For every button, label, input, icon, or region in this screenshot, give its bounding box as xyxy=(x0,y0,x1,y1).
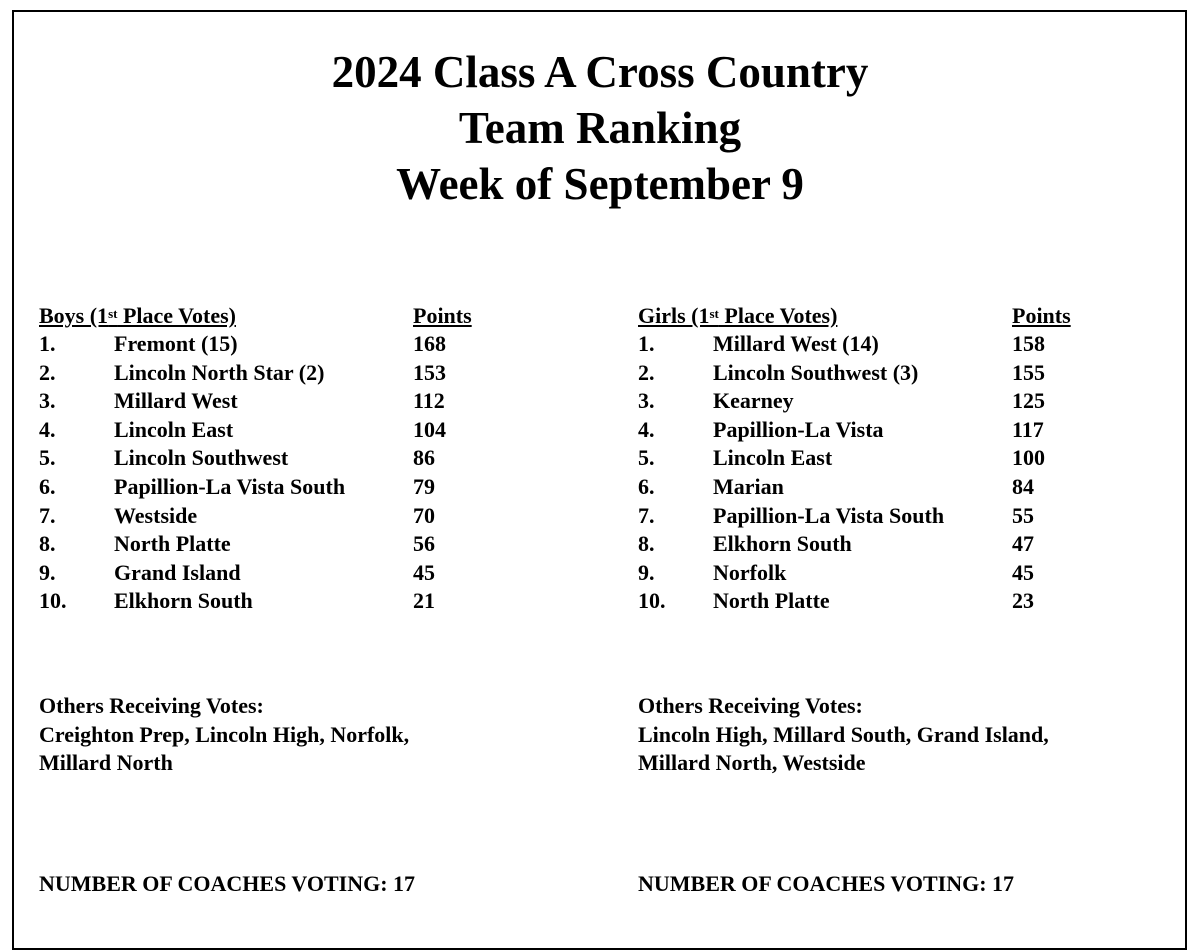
team-cell: Norfolk xyxy=(713,559,787,585)
rank-cell: 6. xyxy=(39,473,56,499)
rank-cell: 1. xyxy=(638,331,655,356)
boys-others-receiving-votes xyxy=(39,692,559,778)
points-cell: 158 xyxy=(1012,331,1045,356)
points-cell: 45 xyxy=(413,559,435,585)
rank-cell: 2. xyxy=(39,359,56,385)
girls-others-line-1: Lincoln High, Millard South, Grand Island, xyxy=(638,721,1049,747)
rank-cell: 7. xyxy=(638,502,655,528)
boys-others-line-2: Millard North xyxy=(39,750,173,776)
rank-cell: 10. xyxy=(638,588,666,614)
rank-cell: 9. xyxy=(638,559,655,585)
girls-points-header: Points xyxy=(1012,303,1071,328)
title-line-3: Week of September 9 xyxy=(396,159,804,209)
girls-others-label: Others Receiving Votes: xyxy=(638,693,863,718)
boys-others-label: Others Receiving Votes: xyxy=(39,693,264,718)
rank-cell: 1. xyxy=(39,331,56,356)
points-cell: 153 xyxy=(413,359,446,385)
points-cell: 21 xyxy=(413,588,435,614)
points-cell: 45 xyxy=(1012,559,1034,585)
rank-cell: 6. xyxy=(638,473,655,499)
team-cell: Lincoln North Star (2) xyxy=(114,359,325,385)
team-cell: Grand Island xyxy=(114,559,241,585)
rank-cell: 3. xyxy=(638,388,655,414)
rank-cell: 10. xyxy=(39,588,67,614)
points-cell: 70 xyxy=(413,502,435,528)
team-cell: Lincoln Southwest xyxy=(114,445,289,471)
boys-header-suffix: Place Votes) xyxy=(117,303,236,328)
team-cell: Westside xyxy=(114,502,198,528)
team-cell: Lincoln East xyxy=(114,416,234,442)
team-cell: Marian xyxy=(713,473,784,499)
team-cell: Papillion-La Vista South xyxy=(713,502,945,528)
points-cell: 117 xyxy=(1012,416,1044,442)
girls-others-line-2: Millard North, Westside xyxy=(638,750,866,776)
boys-others-line-1: Creighton Prep, Lincoln High, Norfolk, xyxy=(39,721,410,747)
points-cell: 100 xyxy=(1012,445,1045,471)
rank-cell: 4. xyxy=(638,416,655,442)
points-cell: 112 xyxy=(413,388,445,414)
title-line-2: Team Ranking xyxy=(458,103,742,153)
points-cell: 47 xyxy=(1012,531,1034,557)
rank-cell: 8. xyxy=(39,531,56,557)
points-cell: 125 xyxy=(1012,388,1045,414)
rank-cell: 9. xyxy=(39,559,56,585)
team-cell: Kearney xyxy=(713,388,794,414)
boys-header-prefix: Boys (1 xyxy=(39,303,109,328)
rank-cell: 5. xyxy=(39,445,56,471)
team-cell: Lincoln Southwest (3) xyxy=(713,359,919,385)
boys-header-sup: st xyxy=(108,306,118,321)
points-cell: 86 xyxy=(413,445,435,471)
boys-header-label xyxy=(39,302,236,330)
girls-coaches-voting: NUMBER OF COACHES VOTING: 17 xyxy=(638,871,1015,896)
girls-header-label xyxy=(638,302,837,330)
title-line-1: 2024 Class A Cross Country xyxy=(331,47,869,97)
team-cell: Elkhorn South xyxy=(114,588,253,614)
points-cell: 84 xyxy=(1012,473,1034,499)
girls-header-suffix: Place Votes) xyxy=(718,303,838,328)
team-cell: North Platte xyxy=(713,588,830,614)
points-cell: 104 xyxy=(413,416,446,442)
boys-coaches-voting: NUMBER OF COACHES VOTING: 17 xyxy=(39,871,416,896)
points-cell: 168 xyxy=(413,331,446,356)
points-cell: 23 xyxy=(1012,588,1034,614)
rank-cell: 2. xyxy=(638,359,655,385)
team-cell: Millard West (14) xyxy=(713,331,879,356)
page-title xyxy=(0,44,1200,212)
rank-cell: 3. xyxy=(39,388,56,414)
rank-cell: 8. xyxy=(638,531,655,557)
team-cell: Millard West xyxy=(114,388,238,414)
rank-cell: 5. xyxy=(638,445,655,471)
team-cell: Fremont (15) xyxy=(114,331,238,356)
points-cell: 55 xyxy=(1012,502,1034,528)
points-cell: 155 xyxy=(1012,359,1045,385)
points-cell: 79 xyxy=(413,473,435,499)
rank-cell: 4. xyxy=(39,416,56,442)
boys-points-header: Points xyxy=(413,303,472,328)
team-cell: Elkhorn South xyxy=(713,531,852,557)
girls-header-sup: st xyxy=(709,306,719,321)
team-cell: North Platte xyxy=(114,531,231,557)
rank-cell: 7. xyxy=(39,502,56,528)
points-cell: 56 xyxy=(413,531,435,557)
team-cell: Lincoln East xyxy=(713,445,833,471)
team-cell: Papillion-La Vista xyxy=(713,416,884,442)
girls-others-receiving-votes xyxy=(638,692,1158,778)
girls-header-prefix: Girls (1 xyxy=(638,303,710,328)
team-cell: Papillion-La Vista South xyxy=(114,473,346,499)
